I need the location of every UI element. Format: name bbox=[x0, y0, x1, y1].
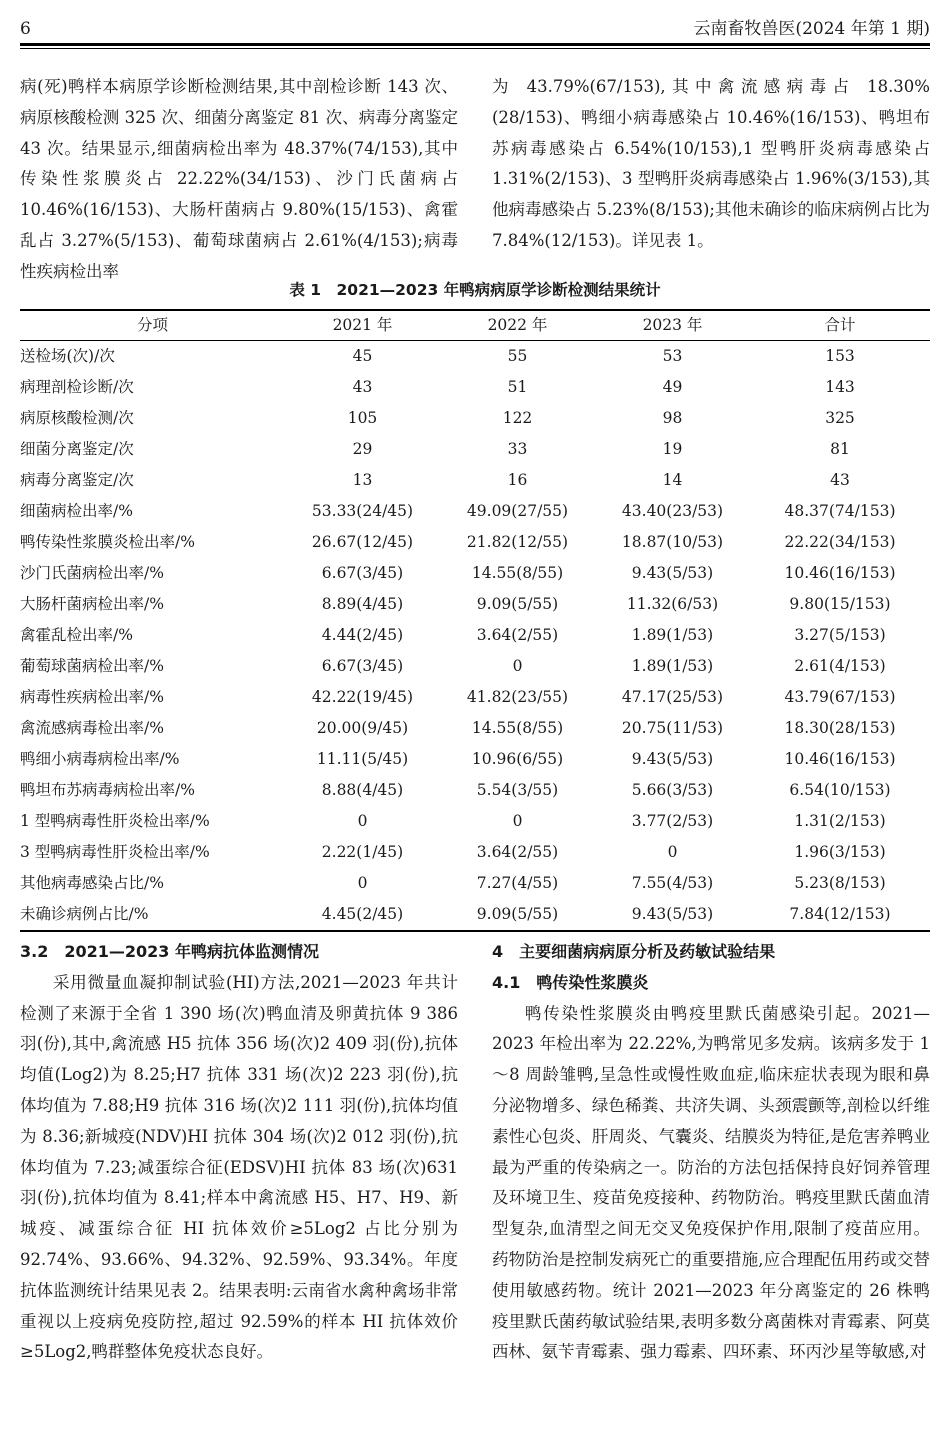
section-4-1-body: 鸭传染性浆膜炎由鸭疫里默氏菌感染引起。2021—2023 年检出率为 22.22%,为鸭常见多发病。该病多发于 1～8 周龄雏鸭,呈急性或慢性败血症,临床症状表现为眼和鼻分泌物增多、绿色稀粪、共济失调、头颈震颤等,剖检以纤维素性心包炎、肝周炎、气囊炎、结膜炎为特征,是危害养鸭业最为严重的传染病之一。防治的方法包括保持良好饲养管理及环境卫生、疫苗免疫接种、药物防治。鸭疫里默氏菌血清型复杂,血清型之间无交叉免疫保护作用,限制了疫苗应用。药物防治是控制发病死亡的重要措施,应合理配伍用药或交替使用敏感药物。统计 2021—2023 年分离鉴定的 26 株鸭疫里默氏菌药敏试验结果,表明多数分离菌株对青霉素、阿莫西林、氨苄青霉素、强力霉素、四环素、环丙沙星等敏感,对 bbox=[492, 1003, 930, 1362]
table-row bbox=[20, 496, 930, 527]
table-row bbox=[20, 868, 930, 899]
table-cell: 53 bbox=[662, 347, 683, 365]
journal-title: 云南畜牧兽医(2024 年第 1 期) bbox=[693, 19, 930, 39]
top-left-column bbox=[20, 72, 458, 288]
table-cell: 5.66(3/53) bbox=[631, 781, 714, 799]
table-cell: 5.23(8/153) bbox=[794, 874, 886, 892]
table-cell: 10.96(6/55) bbox=[471, 750, 564, 768]
table-cell: 49 bbox=[662, 378, 683, 396]
row-label-cell: 细菌病检出率/% bbox=[20, 502, 133, 520]
table-row bbox=[20, 682, 930, 713]
table-cell: 0 bbox=[357, 812, 368, 830]
table-cell: 53.33(24/45) bbox=[311, 502, 414, 520]
table-cell: 105 bbox=[347, 409, 378, 427]
top-right-paragraph: 为 43.79%(67/153),其中禽流感病毒占 18.30%(28/153)、鸭细小病毒感染占 10.46%(16/153)、鸭坦布苏病毒感染占 6.54%(10/153),1 型鸭肝炎病毒感染占 1.31%(2/153)、3 型鸭肝炎病毒感染占 1.96%(3/153),其他病毒感染占 5.23%(8/153);其他未确诊的临床病例占比为 7.84%(12/153)。详见表 1。 bbox=[492, 77, 930, 250]
table-cell: 41.82(23/55) bbox=[466, 688, 569, 706]
table-cell: 122 bbox=[502, 409, 533, 427]
table-row bbox=[20, 744, 930, 775]
table-cell: 0 bbox=[667, 843, 678, 861]
table-cell: 9.43(5/53) bbox=[631, 750, 714, 768]
row-label-cell: 3 型鸭病毒性肝炎检出率/% bbox=[20, 843, 210, 861]
table-cell: 0 bbox=[357, 874, 368, 892]
table-cell: 6.67(3/45) bbox=[321, 564, 404, 582]
table-cell: 3.64(2/55) bbox=[476, 843, 559, 861]
page-number: 6 bbox=[20, 19, 31, 39]
row-label-cell: 沙门氏菌病检出率/% bbox=[20, 564, 164, 582]
table-cell: 2.22(1/45) bbox=[321, 843, 404, 861]
table-row bbox=[20, 372, 930, 403]
row-label-cell: 病毒分离鉴定/次 bbox=[20, 471, 134, 489]
table-cell: 6.67(3/45) bbox=[321, 657, 404, 675]
table-cell: 325 bbox=[825, 409, 855, 427]
table-header-cell: 2023 年 bbox=[642, 316, 703, 334]
bottom-right-column bbox=[492, 937, 930, 1368]
table-cell: 1.89(1/53) bbox=[631, 657, 714, 675]
top-right-column bbox=[492, 72, 930, 257]
table-cell: 43.79(67/153) bbox=[784, 688, 896, 706]
table-cell: 55 bbox=[507, 347, 528, 365]
table-cell: 8.88(4/45) bbox=[321, 781, 404, 799]
section-4-heading: 4 主要细菌病病原分析及药敏试验结果 bbox=[492, 942, 776, 961]
table-cell: 16 bbox=[507, 471, 528, 489]
table-cell: 81 bbox=[830, 440, 850, 458]
table-cell: 43 bbox=[352, 378, 373, 396]
table-cell: 9.09(5/55) bbox=[476, 905, 559, 923]
row-label-cell: 鸭细小病毒病检出率/% bbox=[20, 750, 180, 768]
table-cell: 3.64(2/55) bbox=[476, 626, 559, 644]
table-row bbox=[20, 620, 930, 651]
table-cell: 0 bbox=[512, 812, 523, 830]
table-cell: 10.46(16/153) bbox=[784, 564, 896, 582]
table-header-cell: 2021 年 bbox=[332, 316, 393, 334]
table-caption: 表 1 2021—2023 年鸭病病原学诊断检测结果统计 bbox=[289, 281, 661, 299]
row-label-cell: 葡萄球菌病检出率/% bbox=[20, 657, 164, 675]
table-cell: 10.46(16/153) bbox=[784, 750, 896, 768]
table-cell: 29 bbox=[352, 440, 373, 458]
row-label-cell: 大肠杆菌病检出率/% bbox=[20, 595, 164, 613]
table-cell: 51 bbox=[507, 378, 528, 396]
results-table bbox=[20, 309, 930, 932]
table-cell: 9.09(5/55) bbox=[476, 595, 559, 613]
table-row bbox=[20, 434, 930, 465]
row-label-cell: 其他病毒感染占比/% bbox=[20, 874, 164, 892]
table-cell: 18.30(28/153) bbox=[784, 719, 896, 737]
table-body bbox=[20, 341, 930, 930]
row-label-cell: 鸭传染性浆膜炎检出率/% bbox=[20, 533, 195, 551]
table-cell: 153 bbox=[825, 347, 855, 365]
table-cell: 1.31(2/153) bbox=[794, 812, 886, 830]
section-3-2-body: 采用微量血凝抑制试验(HI)方法,2021—2023 年共计检测了来源于全省 1 390 场(次)鸭血清及卵黄抗体 9 386 羽(份),其中,禽流感 H5 抗体 356 场(次)2 409 羽(份),抗体均值(Log2)为 8.25;H7 抗体 331 场(次)2 223 羽(份),抗体均值为 7.88;H9 抗体 316 场(次)2 111 羽(份),抗体均值为 8.36;新城疫(NDV)HI 抗体 304 场(次)2 012 羽(份),抗体均值为 7.23;减蛋综合征(EDSV)HI 抗体 83 场(次)631 羽(份),抗体均值为 8.41;样本中禽流感 H5、H7、H9、新城疫、减蛋综合征 HI 抗体效价≥5Log2 占比分别为 92.74%、93.66%、94.32%、92.59%、93.34%。年度抗体监测统计结果见表 2。结果表明:云南省水禽种禽场非常重视以上疫病免疫防控,超过 92.59%的样本 HI 抗体效价≥5Log2,鸭群整体免疫状态良好。 bbox=[20, 972, 458, 1362]
row-label-cell: 未确诊病例占比/% bbox=[20, 905, 149, 923]
table-cell: 9.43(5/53) bbox=[631, 905, 714, 923]
table-cell: 4.44(2/45) bbox=[321, 626, 404, 644]
table-row bbox=[20, 713, 930, 744]
row-label-cell: 禽霍乱检出率/% bbox=[20, 626, 133, 644]
table-cell: 98 bbox=[662, 409, 683, 427]
table-cell: 26.67(12/45) bbox=[311, 533, 414, 551]
row-label-cell: 病毒性疾病检出率/% bbox=[20, 688, 164, 706]
row-label-cell: 细菌分离鉴定/次 bbox=[20, 440, 134, 458]
table-cell: 21.82(12/55) bbox=[466, 533, 569, 551]
table-row bbox=[20, 837, 930, 868]
table-row bbox=[20, 806, 930, 837]
table-cell: 13 bbox=[352, 471, 373, 489]
header-rule-thin bbox=[20, 48, 930, 49]
table-row bbox=[20, 899, 930, 930]
table-cell: 7.84(12/153) bbox=[789, 905, 891, 923]
table-cell: 42.22(19/45) bbox=[311, 688, 414, 706]
table-row bbox=[20, 341, 930, 372]
table-cell: 33 bbox=[507, 440, 528, 458]
table-cell: 0 bbox=[512, 657, 523, 675]
table-cell: 5.54(3/55) bbox=[476, 781, 559, 799]
table-cell: 14.55(8/55) bbox=[471, 719, 564, 737]
table-cell: 19 bbox=[662, 440, 683, 458]
table-row bbox=[20, 527, 930, 558]
table-cell: 11.11(5/45) bbox=[316, 750, 409, 768]
row-label-cell: 病原核酸检测/次 bbox=[20, 409, 134, 427]
top-left-paragraph: 病(死)鸭样本病原学诊断检测结果,其中剖检诊断 143 次、病原核酸检测 325 次、细菌分离鉴定 81 次、病毒分离鉴定 43 次。结果显示,细菌病检出率为 48.37%(74/153),其中传染性浆膜炎占 22.22%(34/153)、沙门氏菌病占 10.46%(16/153)、大肠杆菌病占 9.80%(15/153)、禽霍乱占 3.27%(5/153)、葡萄球菌病占 2.61%(4/153);病毒性疾病检出率 bbox=[20, 77, 458, 281]
table-cell: 43 bbox=[830, 471, 850, 489]
table-header-cell: 合计 bbox=[824, 316, 856, 334]
section-3-2-heading: 3.2 2021—2023 年鸭病抗体监测情况 bbox=[20, 942, 319, 961]
table-cell: 45 bbox=[352, 347, 373, 365]
table-cell: 4.45(2/45) bbox=[321, 905, 404, 923]
table-header-cell: 分项 bbox=[136, 316, 168, 334]
table-cell: 14.55(8/55) bbox=[471, 564, 564, 582]
row-label-cell: 1 型鸭病毒性肝炎检出率/% bbox=[20, 812, 210, 830]
table-cell: 18.87(10/53) bbox=[621, 533, 724, 551]
table-cell: 6.54(10/153) bbox=[789, 781, 891, 799]
table-header-cell: 2022 年 bbox=[487, 316, 548, 334]
table-cell: 1.89(1/53) bbox=[631, 626, 714, 644]
table-cell: 1.96(3/153) bbox=[794, 843, 886, 861]
table-row bbox=[20, 775, 930, 806]
bottom-left-column bbox=[20, 937, 458, 1368]
row-label-cell: 禽流感病毒检出率/% bbox=[20, 719, 164, 737]
table-cell: 3.27(5/153) bbox=[794, 626, 886, 644]
table-cell: 43.40(23/53) bbox=[621, 502, 724, 520]
table-cell: 11.32(6/53) bbox=[626, 595, 719, 613]
running-header bbox=[20, 14, 930, 44]
table-row bbox=[20, 589, 930, 620]
section-4-1-heading: 4.1 鸭传染性浆膜炎 bbox=[492, 972, 649, 992]
table-cell: 3.77(2/53) bbox=[631, 812, 714, 830]
table-cell: 9.80(15/153) bbox=[789, 595, 891, 613]
table-cell: 7.27(4/55) bbox=[476, 874, 559, 892]
table-cell: 49.09(27/55) bbox=[466, 502, 569, 520]
table-cell: 22.22(34/153) bbox=[784, 533, 896, 551]
table-cell: 47.17(25/53) bbox=[621, 688, 724, 706]
header-rule-thick bbox=[20, 43, 930, 46]
table-row bbox=[20, 465, 930, 496]
table-row bbox=[20, 403, 930, 434]
table-row bbox=[20, 558, 930, 589]
table-cell: 7.55(4/53) bbox=[631, 874, 714, 892]
table-cell: 20.75(11/53) bbox=[621, 719, 724, 737]
table-cell: 20.00(9/45) bbox=[316, 719, 409, 737]
table-cell: 2.61(4/153) bbox=[794, 657, 886, 675]
row-label-cell: 病理剖检诊断/次 bbox=[20, 378, 134, 396]
table-cell: 14 bbox=[662, 471, 683, 489]
table-cell: 143 bbox=[825, 378, 855, 396]
table-cell: 9.43(5/53) bbox=[631, 564, 714, 582]
table-row bbox=[20, 651, 930, 682]
table-header-row bbox=[20, 311, 930, 341]
row-label-cell: 鸭坦布苏病毒病检出率/% bbox=[20, 781, 195, 799]
table-cell: 8.89(4/45) bbox=[321, 595, 404, 613]
table-cell: 48.37(74/153) bbox=[784, 502, 896, 520]
row-label-cell: 送检场(次)/次 bbox=[20, 347, 115, 365]
